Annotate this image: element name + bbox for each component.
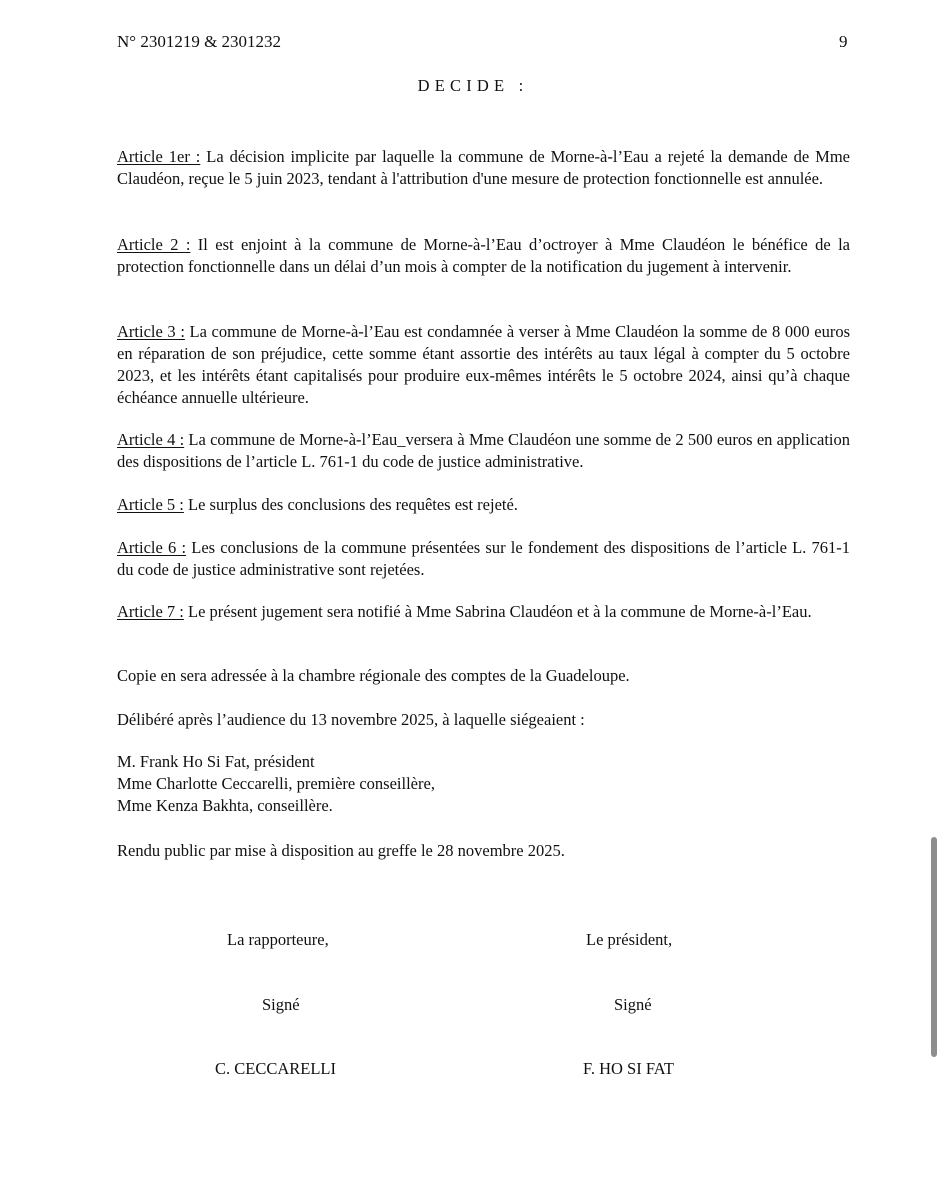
- article-label: Article 2 :: [117, 235, 191, 254]
- panel-members: [117, 751, 435, 817]
- article-text: Il est enjoint à la commune de Morne-à-l’Eau d’octroyer à Mme Claudéon le bénéfice de la protection fonctionnelle dans un délai d’un mois à compter de la notification du jugement à intervenir.: [117, 235, 850, 276]
- signature-left-signed: Signé: [262, 995, 300, 1014]
- article-6: [117, 537, 850, 581]
- article-5: [117, 494, 850, 516]
- article-label: Article 4 :: [117, 430, 185, 449]
- article-text: La décision implicite par laquelle la commune de Morne-à-l’Eau a rejeté la demande de Mme Claudéon, reçue le 5 juin 2023, tendant à l'attribution d'une mesure de protection fonctionnelle est annulée.: [117, 147, 851, 188]
- signature-right-signed: Signé: [614, 995, 652, 1014]
- article-label: Article 7 :: [117, 602, 184, 621]
- article-7: [117, 601, 850, 623]
- article-2: [117, 234, 850, 278]
- article-4: [117, 429, 850, 473]
- signature-right-role: Le président,: [586, 930, 673, 949]
- page-number: 9: [839, 32, 848, 51]
- article-text: La commune de Morne-à-l’Eau_versera à Mme Claudéon une somme de 2 500 euros en application des dispositions de l’article L. 761-1 du code de justice administrative.: [117, 430, 850, 471]
- article-3: [117, 321, 850, 409]
- member-counsellor: Mme Kenza Bakhta, conseillère.: [117, 796, 333, 815]
- article-label: Article 5 :: [117, 495, 184, 514]
- signature-left-role: La rapporteure,: [227, 930, 329, 949]
- signature-right-name: F. HO SI FAT: [583, 1059, 674, 1078]
- signature-left-name: C. CECCARELLI: [215, 1059, 337, 1078]
- member-president: M. Frank Ho Si Fat, président: [117, 752, 315, 771]
- decision-heading: DECIDE :: [417, 76, 529, 95]
- article-1: [117, 146, 850, 190]
- case-number: N° 2301219 & 2301232: [117, 32, 282, 51]
- article-text: Le surplus des conclusions des requêtes est rejeté.: [183, 495, 518, 514]
- article-text: Le présent jugement sera notifié à Mme Sabrina Claudéon et à la commune de Morne-à-l’Eau.: [183, 602, 812, 621]
- vertical-scrollbar[interactable]: [931, 837, 937, 1057]
- rendu-public-line: Rendu public par mise à disposition au greffe le 28 novembre 2025.: [117, 841, 565, 860]
- article-label: Article 1er :: [117, 147, 201, 166]
- article-label: Article 3 :: [117, 322, 185, 341]
- deliberation-line: Délibéré après l’audience du 13 novembre 2025, à laquelle siégeaient :: [117, 710, 585, 729]
- article-text: Les conclusions de la commune présentées sur le fondement des dispositions de l’article L. 761-1 du code de justice administrative sont rejetées.: [117, 538, 850, 579]
- member-first-counsellor: Mme Charlotte Ceccarelli, première conseillère,: [117, 774, 435, 793]
- article-text: La commune de Morne-à-l’Eau est condamnée à verser à Mme Claudéon la somme de 8 000 euros en réparation de son préjudice, cette somme étant assortie des intérêts au taux légal à compter du 5 octobre 2023, et les intérêts étant capitalisés pour produire eux-mêmes intérêts le 5 octobre 2024, ainsi qu’à chaque échéance annuelle ultérieure.: [117, 322, 850, 407]
- article-label: Article 6 :: [117, 538, 187, 557]
- copy-note: Copie en sera adressée à la chambre régionale des comptes de la Guadeloupe.: [117, 666, 630, 685]
